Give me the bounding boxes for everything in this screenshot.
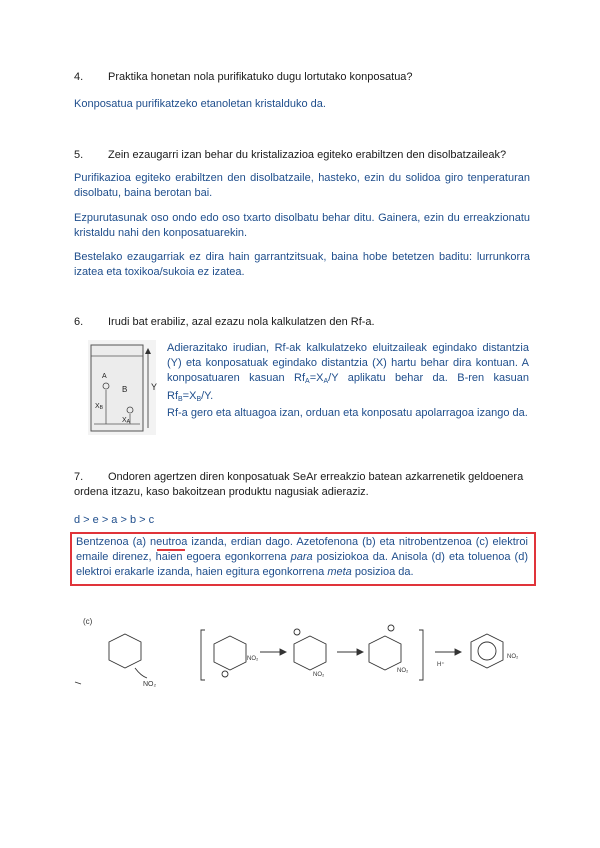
svg-text:NO₂: NO₂ <box>247 656 259 662</box>
sketch-label-c: (c) <box>83 617 93 626</box>
answer-7-order: d > e > a > b > c <box>74 514 155 526</box>
svg-text:NO₂: NO₂ <box>507 654 519 660</box>
handwritten-resonance-sketch <box>75 612 535 692</box>
svg-text:NO₂: NO₂ <box>397 668 409 674</box>
question-text: Irudi bat erabiliz, azal ezazu nola kalkulatzen den Rf-a. <box>108 316 375 328</box>
svg-text:NO₂: NO₂ <box>143 681 157 688</box>
answer-5-paragraph-2: Ezpurutasunak oso ondo edo oso txarto disolbatu behar ditu. Gainera, ezin du erreakzionatu kristaldu nahi den konposatuarekin. <box>74 212 530 239</box>
answer-5-paragraph-1: Purifikazioa egiteko erabiltzen den disolbatzaile, hasteko, ezin du solidoa giro tenperaturan disolbatu, baina berotan bai. <box>74 172 530 199</box>
answer-6-paragraph-1: Adierazitako irudian, Rf-ak kalkulatzeko eluitzaileak egindako distantzia (Y) eta konposatuak egindako distantzia (X) hartu behar dira kontuan. A konposatuaren kasuan $Rf_A=X_A/Y$ aplikatu behar da. B-ren kasuan $Rf_B=X_B/Y$. <box>167 342 529 403</box>
answer-6-paragraph-2: Rf-a gero eta altuagoa izan, orduan eta konposatu apolarragoa izango da. <box>167 407 528 419</box>
answer-4: Konposatua purifikatzeko etanoletan kristalduko da. <box>74 98 326 110</box>
question-6 <box>74 315 529 330</box>
question-7 <box>74 470 529 500</box>
label-xa: XA <box>122 417 131 425</box>
label-a: A <box>102 373 107 380</box>
question-text: Praktika honetan nola purifikatuko dugu lortutako konposatua? <box>108 71 413 83</box>
answer-7-explanation: Bentzenoa (a) neutroa izanda, erdian dago. Azetofenona (b) eta nitrobentzenoa (c) elektroi emaile direnez, haien egoera egonkorrena para posiziokoa da. Anisola (d) eta toluenoa (d) elektroi erakarle izanda, haien egitura egonkorrena meta posizioa da. <box>76 536 528 578</box>
question-number: 4. <box>74 71 84 83</box>
label-xb: XB <box>95 403 104 411</box>
question-number: 7. <box>74 471 84 483</box>
answer-5-paragraph-3: Bestelako ezaugarriak ez dira hain garrantzitsuak, baina hobe betetzen baditu: lurrunkorra izatea eta toxikoa/sukoia ez izatea. <box>74 251 530 278</box>
svg-text:NO₂: NO₂ <box>313 672 325 678</box>
y-label: Y <box>151 382 158 392</box>
tlc-plate-figure <box>88 340 156 435</box>
question-4 <box>74 70 529 85</box>
question-5 <box>74 148 529 163</box>
svg-text:H⁺: H⁺ <box>437 662 445 668</box>
question-number: 5. <box>74 149 84 161</box>
label-b: B <box>122 385 128 394</box>
question-text: Zein ezaugarri izan behar du kristalizazioa egiteko erabiltzen den disolbatzaileak? <box>108 149 507 161</box>
question-text: Ondoren agertzen diren konposatuak SeAr erreakzio batean azkarrenetik geldoenera ordena itzazu, kaso bakoitzean produktu nagusiak adieraziz. <box>74 471 524 498</box>
question-number: 6. <box>74 316 84 328</box>
